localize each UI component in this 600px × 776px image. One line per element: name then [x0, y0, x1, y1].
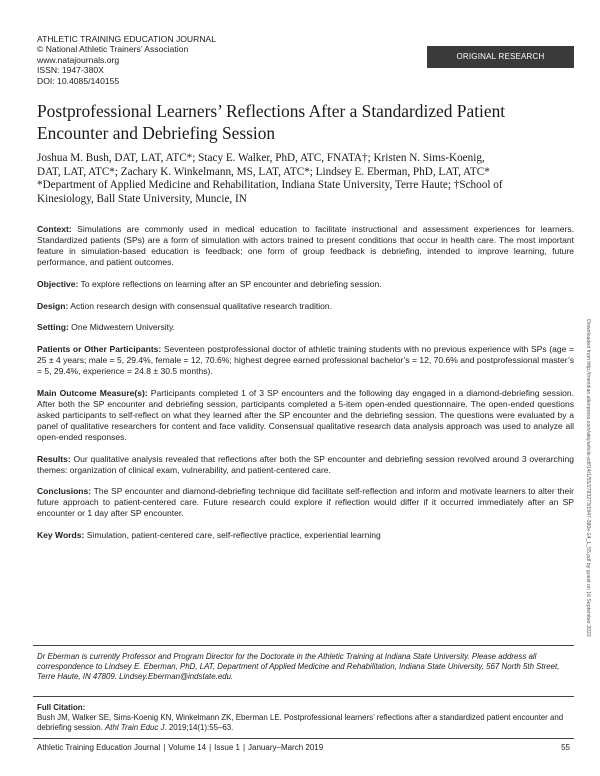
section-label: Results: [37, 453, 71, 464]
citation-details: 2019;14(1):55–63. [166, 723, 234, 732]
correspondence-footnote: Dr Eberman is currently Professor and Program Director for the Doctorate in the Athletic Training at Indiana State University. Please address all correspondence to Lindsey E. Eberman, PhD, LAT, Department of Applied Medicine and Rehabilitation, Indiana State University, 567 North 5th Street, Terre Haute, IN 47809. Lindsey.Eberman@indstate.edu. [37, 652, 560, 681]
authors-line: DAT, LAT, ATC*; Zachary K. Winkelmann, MS, LAT, ATC*; Lindsey E. Eberman, PhD, LAT, ATC* [37, 165, 490, 178]
section-text: To explore reflections on learning after an SP encounter and debriefing session. [78, 278, 382, 289]
section-text: Our qualitative analysis revealed that reflections after both the SP encounter and debriefing session revolved around 3 overarching themes: organization of clinical exam, vulnerability, and patient-centered care. [37, 453, 574, 475]
abstract-results [37, 454, 574, 476]
section-label: Patients or Other Participants: [37, 344, 162, 355]
section-label: Objective: [37, 278, 79, 289]
section-text: One Midwestern University. [68, 322, 176, 333]
issn: ISSN: 1947-380X [37, 65, 104, 76]
citation-text [37, 713, 574, 733]
abstract [37, 224, 574, 552]
journal-info [37, 34, 216, 86]
page-number: 55 [561, 743, 570, 752]
section-text: Simulations are commonly used in medical education to facilitate instructional and assessment experiences for learners. Standardized patients (SPs) are a form of simulation with actors trained to present conditions that occur in health care. The most important feature in simulation-based education is feedback; one form of group feedback is debriefing, intended to improve learning, future performance, and patient outcomes. [37, 224, 574, 267]
website-link[interactable]: www.natajournals.org [37, 54, 120, 65]
download-watermark-text: Downloaded from http://meridian.allenpress.com/atej/article-pdf/14/1/55/2783273/1947-380x-14_1_55.pdf by guest on 16 September 2022 [585, 319, 591, 637]
abstract-design [37, 301, 574, 312]
abstract-context [37, 224, 574, 268]
abstract-participants [37, 344, 574, 377]
section-label: Setting: [37, 322, 69, 333]
section-label: Key Words: [37, 530, 85, 541]
footer-date: January–March 2019 [248, 743, 324, 752]
abstract-key-words [37, 530, 574, 541]
article-title [37, 100, 577, 144]
section-text: The SP encounter and diamond-debriefing technique did facilitate self-reflection and inform and motivate learners to alter their future approach to patient-centered care. Future research could explore if reflection would differ if it occurred immediately after an SP encounter or 1 day after SP encounter. [37, 486, 574, 519]
section-label: Design: [37, 300, 69, 311]
page-footer: Athletic Training Education Journal | Volume 14 | Issue 1 | January–March 2019 55 [37, 743, 570, 752]
journal-name: ATHLETIC TRAINING EDUCATION JOURNAL [37, 34, 217, 44]
affiliation-line: *Department of Applied Medicine and Rehabilitation, Indiana State University, Terre Haute; †School of [37, 179, 503, 192]
section-text: Action research design with consensual qualitative research tradition. [68, 300, 333, 311]
copyright-line: © National Athletic Trainers’ Association [37, 44, 189, 55]
full-citation [37, 703, 574, 733]
section-text: Participants completed 1 of 3 SP encounters and the following day engaged in a diamond-debriefing session. After both the SP encounter and debriefing session, participants completed a 5-item open-ended questionnaire. The open-ended questions asked participants to self-reflect on what they learned after the SP encounter and the debriefing session. The questions were evaluated by a panel of qualitative researchers for content and face validity. Consensual qualitative research data analysis approach was used to analyze all open-ended responses. [37, 388, 575, 442]
section-label: Main Outcome Measure(s): [37, 388, 148, 399]
authors-block [37, 152, 582, 207]
footer-volume: Volume 14 [168, 743, 207, 752]
title-line: Postprofessional Learners’ Reflections After a Standardized Patient [37, 101, 506, 121]
section-label: Conclusions: [37, 486, 92, 497]
divider [33, 696, 574, 697]
footer-journal: Athletic Training Education Journal [37, 743, 161, 752]
abstract-conclusions [37, 486, 574, 519]
abstract-setting [37, 322, 574, 333]
divider [33, 645, 574, 646]
doi[interactable]: DOI: 10.4085/140155 [37, 75, 120, 86]
download-watermark [583, 218, 593, 738]
footer-issue: Issue 1 [214, 743, 240, 752]
abstract-objective [37, 279, 574, 290]
title-line: Encounter and Debriefing Session [37, 123, 276, 143]
affiliation-line: Kinesiology, Ball State University, Muncie, IN [37, 193, 247, 206]
section-text: Simulation, patient-centered care, self-reflective practice, experiential learning [84, 530, 381, 541]
divider [33, 738, 574, 739]
citation-heading: Full Citation: [37, 703, 86, 712]
section-label: Context: [37, 224, 72, 234]
citation-journal: Athl Train Educ J. [105, 723, 167, 732]
authors-line: Joshua M. Bush, DAT, LAT, ATC*; Stacy E. Walker, PhD, ATC, FNATA†; Kristen N. Sims-Koenig, [37, 152, 485, 164]
article-type-badge: ORIGINAL RESEARCH [427, 46, 574, 68]
abstract-outcome-measures [37, 388, 574, 443]
citation-body: Bush JM, Walker SE, Sims-Koenig KN, Winkelmann ZK, Eberman LE. Postprofessional learners’ reflections after a standardized patient encounter and debriefing session. [37, 713, 564, 732]
section-text: Seventeen postprofessional doctor of athletic training students with no previous experience with SPs (age = 25 ± 4 years; male = 5, 29.4%, female = 12, 70.6%; highest degree earned professional bachelor’s = 12, 70.6% and postprofessional master’s = 5, 29.4%, experience = 24.8 ± 30.5 months). [37, 344, 574, 377]
